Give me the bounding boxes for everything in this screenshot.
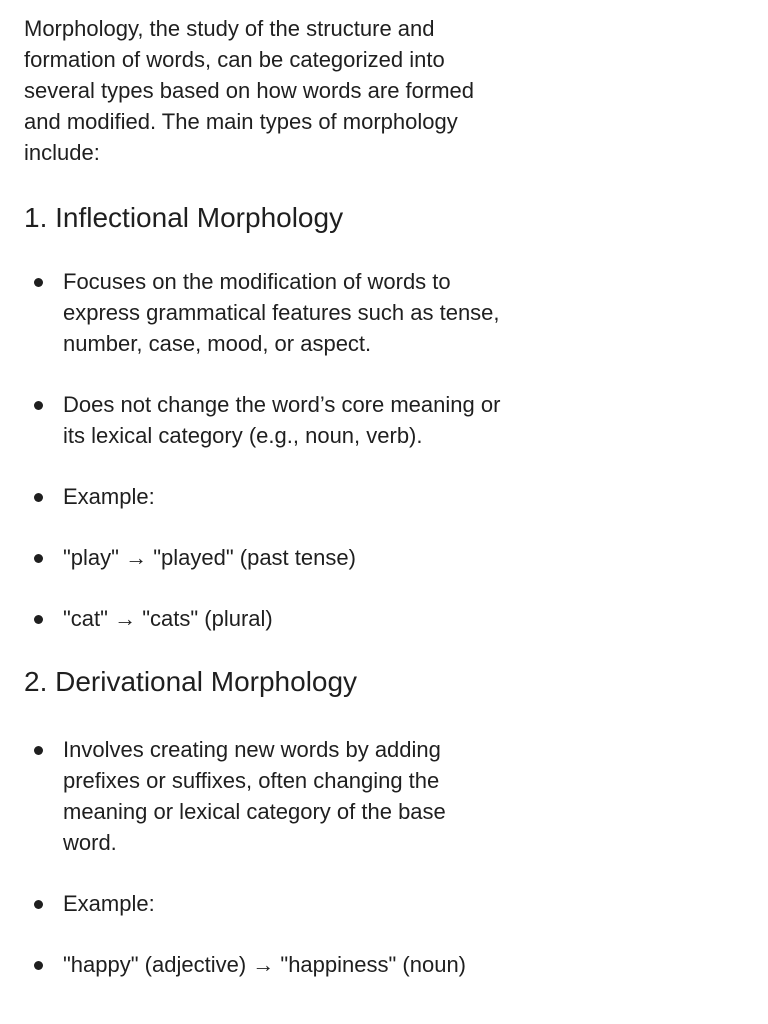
list-item-text: Example: [63, 891, 155, 916]
intro-paragraph: Morphology, the study of the structure and formation of words, can be categorized into several types based on how words are formed and modified. The main types of morphology include: [24, 16, 475, 165]
bullet-icon [34, 900, 43, 909]
bullet-icon [34, 401, 43, 410]
list-item-text: Example: [63, 484, 155, 509]
bullet-icon [34, 278, 43, 287]
bullet-icon [34, 615, 43, 624]
bullet-icon [34, 746, 43, 755]
bullet-list-derivational [24, 734, 744, 980]
list-item-text: Involves creating new words by adding prefixes or suffixes, often changing the meaning or lexical category of the base word. [63, 737, 446, 855]
bullet-icon [34, 961, 43, 970]
section-heading-inflectional: 1. Inflectional Morphology [24, 202, 344, 233]
bullet-icon [34, 493, 43, 502]
list-item [24, 481, 744, 512]
list-item-text: Focuses on the modification of words to express grammatical features such as tense, number, case, mood, or aspect. [63, 269, 500, 356]
list-item [24, 949, 744, 980]
list-item-text: "happy" (adjective) → "happiness" (noun) [63, 952, 467, 977]
list-item [24, 734, 744, 858]
list-item [24, 389, 744, 451]
list-item-text: Does not change the word’s core meaning or its lexical category (e.g., noun, verb). [63, 392, 501, 448]
section-heading-derivational: 2. Derivational Morphology [24, 666, 358, 697]
list-item-text: "cat" → "cats" (plural) [63, 606, 273, 631]
list-item [24, 266, 744, 359]
list-item [24, 603, 744, 634]
bullet-icon [34, 554, 43, 563]
bullet-list-inflectional [24, 266, 744, 634]
list-item-text: "play" → "played" (past tense) [63, 545, 356, 570]
list-item [24, 542, 744, 573]
list-item [24, 888, 744, 919]
